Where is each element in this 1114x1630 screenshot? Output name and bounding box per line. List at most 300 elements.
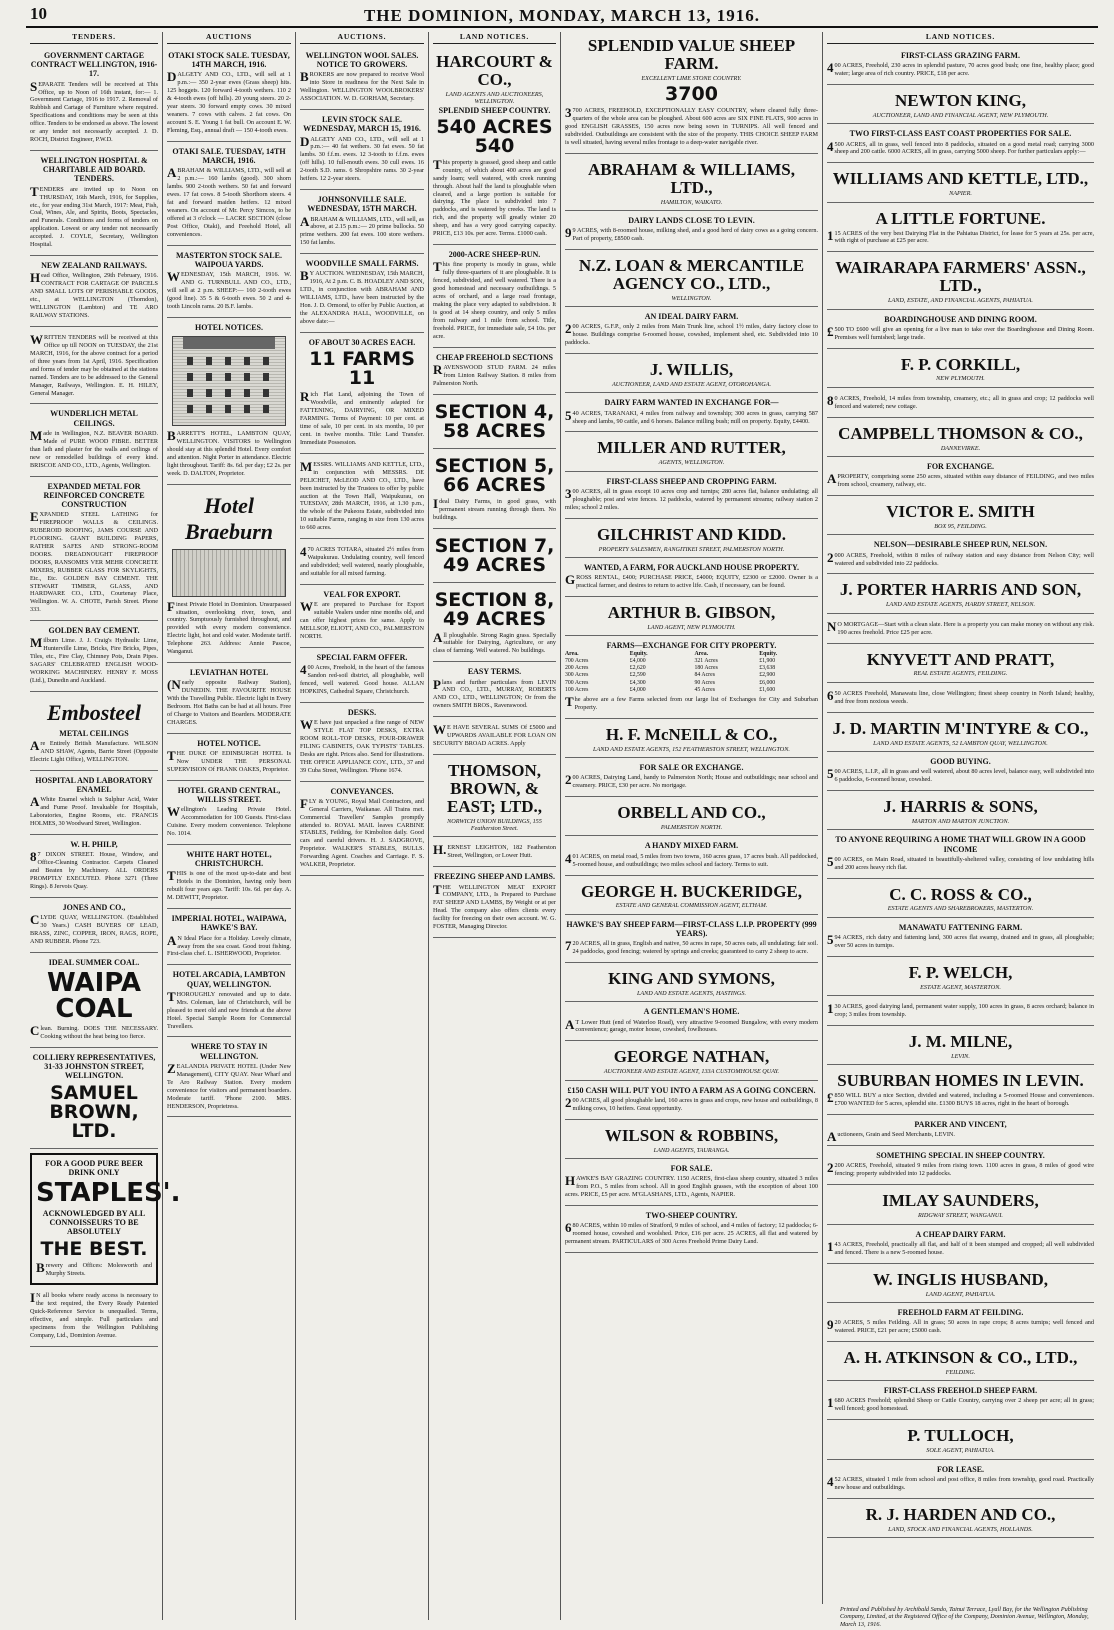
ad-firm-address: LAND AND ESTATE AGENTS, 152 FEATHERSTON STREET, WELLINGTON.	[593, 745, 790, 753]
advertisement	[30, 900, 158, 953]
advertisement	[30, 837, 158, 898]
ad-firm-address: PROPERTY SALESMEN, RANGITIKEI STREET, PALMERSTON NORTH.	[598, 545, 785, 553]
ad-heading: DAIRY FARM WANTED IN EXCHANGE FOR—	[604, 398, 779, 408]
ad-firm-name: WILSON & ROBBINS,	[604, 1125, 779, 1145]
ad-body-text: 500 ACRES, on Main Road, situated in beautifully-sheltered valley, consisting of low undulating hills and 200 acres heavy rich flat.	[827, 853, 1094, 871]
ad-display-text-2: SECTION 7, 49 ACRES	[434, 534, 555, 576]
ad-heading: FREEHOLD FARM AT FEILDING.	[897, 1307, 1024, 1317]
table-header: Equity.	[759, 650, 778, 657]
ad-body-text: 99 ACRES, with 8-roomed house, milking shed, and a good herd of dairy cows as a going concern. Part of property, £8500 cash.	[565, 225, 818, 243]
advertisement	[827, 1227, 1094, 1264]
table-cell: £3,638	[759, 665, 776, 672]
advertisement	[827, 793, 1094, 830]
advertisement	[827, 1422, 1094, 1459]
ad-body-text: 650 ACRES Freehold, Manawatu line, close Wellington; finest sheep country in North Island; healthy, and free from noxious weeds.	[827, 687, 1094, 705]
ad-heading: SPLENDID SHEEP COUNTRY.	[438, 105, 551, 115]
ad-body-text: DALGETY AND CO., LTD., will sell at 1 p.m.:— 350 2-year ewes (Grass sheep) hits. 125 hoggets. 120 forward 4-tooth wethers. 110 2 & 4-tooth ewes (off hills). 20 young steers. 20 2-year steers. 30 forward empty cows. 30 mixed weaners. 7 cows with calves. 2 fat cows. On account S. E. Young 1 fat bull. On account E. W. Fleming, Esq., annual draft — 150 4-tooth ewes.	[167, 69, 291, 134]
ad-body-text: 594 ACRES, rich dairy and fattening land, 300 acres flat swamp, drained and in grass, all ploughable; over 50 acres in turnips.	[827, 932, 1094, 950]
advertisement	[300, 335, 424, 454]
column-heading: LAND NOTICES.	[433, 32, 556, 44]
ad-heading: LEVIATHAN HOTEL	[189, 668, 269, 678]
advertisement	[827, 1117, 1094, 1146]
ad-firm-name: MILLER AND RUTTER,	[597, 438, 786, 458]
ad-body-text: WRITTEN TENDERS will be received at this Office up till NOON on TUESDAY, the 21st MARCH, 1916, for the above contract for a period of three years from 1st April, 1916. Specification and forms of tender may be obtained at the stations named. Tenders are to be addressed to the General Manager, Railways, Wellington. E. H. HILEY, General Manager.	[30, 331, 158, 397]
ad-firm-address: LAND AGENTS, TAURANGA.	[653, 1146, 730, 1154]
ad-body-text: Clean. Burning. DOES THE NECESSARY. Cooking without the heat being too fierce.	[30, 1023, 158, 1041]
advertisement	[827, 537, 1094, 574]
advertisement	[827, 498, 1094, 535]
ad-heading: IDEAL SUMMER COAL.	[48, 958, 140, 967]
ad-heading: WELLINGTON HOSPITAL & CHARITABLE AID BOARD. TENDERS.	[40, 156, 148, 184]
ad-firm-address: NAPIER.	[949, 190, 972, 198]
ad-body-text: WE HAVE SEVERAL SUMS Of £5000 and UPWARDS AVAILABLE FOR LOAN ON SECURITY BROAD ACRES. Apply	[433, 722, 556, 748]
ad-heading: WOODVILLE SMALL FARMS.	[305, 259, 419, 269]
advertisement	[300, 256, 424, 333]
ad-firm-name: GEORGE H. BUCKERIDGE,	[580, 881, 803, 901]
advertisement	[300, 784, 424, 877]
ad-firm-address: LAND AND ESTATE AGENTS, HASTINGS.	[636, 989, 747, 997]
advertisement	[565, 878, 818, 915]
ad-body-text: ABRAHAM & WILLIAMS, LTD., will sell at 2 p.m.:— 160 lambs (good). 300 shorn lambs. 900 2-tooth wethers. 50 fat and forward ewes. 17 fat cows. 8 5-tooth Shorthorn steers. 4 fat and forward maiden heifers. 12 mixed weaners. On account of Mr. Percy Simcox, to be offered at 3 o'clock — LACRE SECTION (close Post Office, Otaki), and Freehold Hotel, all conveniences.	[167, 165, 291, 238]
advertisement	[167, 967, 291, 1037]
ad-heading: OF ABOUT 30 ACRES EACH.	[308, 338, 416, 347]
ad-firm-address: HAMILTON, WAIKATO.	[660, 198, 723, 206]
ad-heading: FIRST-CLASS GRAZING FARM.	[901, 51, 1020, 60]
ad-heading: METAL CEILINGS	[59, 729, 129, 739]
table-cell: £1,900	[759, 657, 776, 664]
ad-heading: £150 CASH WILL PUT YOU INTO A FARM AS A GOING CONCERN.	[567, 1085, 816, 1095]
ad-heading: AN IDEAL DAIRY FARM.	[644, 312, 739, 322]
table-cell: £4,300	[629, 679, 646, 686]
ad-firm-name: SUBURBAN HOMES IN LEVIN.	[837, 1071, 1084, 1091]
ad-heading: HOTEL NOTICE.	[197, 738, 261, 748]
advertisement	[565, 599, 818, 636]
advertisement	[827, 312, 1094, 349]
ad-body-text: Made in Wellington, N.Z. BEAVER BOARD. Made of PURE WOOD FIBRE. BETTER than lath and plaster for the walls and ceilings of new or remodelled buildings of every kind. BRISCOE AND CO., LTD., Agents, Wellington.	[30, 427, 158, 469]
advertisement	[827, 390, 1094, 418]
ad-firm-name: ORBELL AND CO.,	[617, 803, 766, 823]
advertisement	[30, 955, 158, 1048]
advertisement	[565, 1122, 818, 1159]
advertisement	[565, 395, 818, 432]
ad-body-text: All ploughable. Strong Ragin grass. Specially suitable for Dairying, Agriculture, or any class of farming. Well watered. No buildings.	[433, 629, 556, 655]
exchange-table	[565, 651, 818, 694]
ad-heading: A GENTLEMAN'S HOME.	[643, 1007, 740, 1017]
advertisement	[827, 754, 1094, 791]
advertisement	[827, 1305, 1094, 1342]
advertisement	[30, 1287, 158, 1347]
table-cell: 84 Acres	[694, 672, 715, 679]
advertisement	[565, 917, 818, 963]
ad-body-text: RAVENSWOOD STUD FARM. 24 miles from Linton Railway Station. 8 miles from Palmerston North.	[433, 361, 556, 387]
ad-body-text: AWhite Enamel which is Sulphur Acid, Water and Fume Proof. Invaluable for Hospitals, Laboratories, Engine Rooms, etc. FRANCIS HOLMES, 30 Woodward Street, Wellington.	[30, 794, 158, 828]
advertisement	[827, 1383, 1094, 1420]
ad-display-text-2: SECTION 8, 49 ACRES	[434, 588, 555, 630]
ad-body-text: MESSRS. WILLIAMS AND KETTLE, LTD., in conjunction with MESSRS. DE PELICHET, McLEOD AND CO., LTD., have been instructed by the Trustees to offer by public auction at the Town Hall, Waipukurau, on TUESDAY, 28th MARCH, 1916, at 1.30 p.m., the whole of the Pukeora Estate, subdivided into 10 suitable Farms, ranging in size from 130 acres to 660 acres.	[300, 458, 424, 532]
ad-firm-name: R. J. HARDEN AND CO.,	[865, 1504, 1056, 1524]
advertisement	[30, 694, 158, 771]
ad-heading: FOR A GOOD PURE BEER DRINK ONLY	[45, 1158, 143, 1177]
ad-body-text: HAWKE'S BAY GRAZING COUNTRY. 1150 ACRES, first-class sheep country, situated 3 miles from P.O., 5 miles from school. All in good English grasses, with the exception of about 100 acres. PRICE, £5 per acre. M'GLASHANS, LTD., Agents, NAPIER.	[565, 1173, 818, 1199]
advertisement	[433, 247, 556, 348]
advertisement	[565, 213, 818, 250]
ad-body-text: NO MORTGAGE—Start with a clean slate. Here is a property you can make money on without any risk. 190 acres freehold. Price £25 per acre.	[827, 618, 1094, 636]
ad-body-text: Plans and further particulars from LEVIN AND CO., LTD., MURRAY, ROBERTS AND CO., LTD., WELLINGTON; Or from the owners SMITH BROS., Ravenswood.	[433, 676, 556, 710]
advertisement	[30, 1153, 181, 1286]
ad-firm-address: LEVIN.	[951, 1052, 970, 1060]
advertisement	[433, 585, 556, 663]
advertisement	[565, 1208, 818, 1253]
ad-heading: GOLDEN BAY CEMENT.	[48, 626, 140, 636]
advertisement	[827, 459, 1094, 496]
ad-firm-name: KING AND SYMONS,	[608, 969, 775, 989]
advertisement	[30, 153, 158, 256]
advertisement	[827, 126, 1094, 163]
ad-firm-address: PALMERSTON NORTH.	[660, 824, 723, 832]
masthead	[26, 6, 1098, 28]
advertisement	[565, 252, 818, 307]
ad-heading: OTAKI SALE. TUESDAY, 14TH MARCH, 1916.	[172, 146, 286, 166]
ad-firm-name: WILLIAMS AND KETTLE, LTD.,	[832, 169, 1089, 189]
ad-firm-address: BOX 95, FEILDING.	[934, 522, 987, 530]
ad-firm-address: AGENTS, WELLINGTON.	[658, 459, 725, 467]
ad-heading: EXPANDED METAL FOR REINFORCED CONCRETE CONSTRUCTION	[43, 481, 145, 509]
ad-logo-script: Hotel Braeburn	[184, 492, 274, 544]
advertisement	[827, 576, 1094, 613]
ad-heading: DESKS.	[347, 707, 377, 717]
advertisement	[565, 838, 818, 875]
ad-body-text: ABRAHAM & WILLIAMS, LTD., will sell, as above, at 2.15 p.m.:— 20 prime bullocks. 50 prime wethers. 200 fat ewes. 100 store wethers. 150 fat lambs.	[300, 213, 424, 247]
ad-body-text: 200 ACRES, all good ploughable land, 160 acres in grass and crops, new house and outbuildings, 8 milking cows, 10 heifers. Great opportunity.	[565, 1094, 818, 1112]
advertisement	[827, 254, 1094, 309]
ad-body-text: Rich Flat Land, adjoining the Town of Woodville, and eminently adapted for FATTENING, DAIRYING, OR MIXED FARMING. Terms of Payment: 10 per cent. at time of sale, 10 per cent. in six months, 10 per cent. in twelve months. Title: Land Transfer. Immediate Possession.	[300, 389, 424, 446]
ad-body-text: THIS is one of the most up-to-date and best Hotels in the Dominion, having only been rebuilt four years ago. Tariff: 10s. 6d. per day. A. M. DEWITT, Proprietor.	[167, 868, 291, 902]
advertisement	[827, 1462, 1094, 1499]
ad-firm-address: AUCTIONEER, LAND AND ESTATE AGENT, OTOROHANGA.	[611, 380, 772, 388]
ad-heading: LEVIN STOCK SALE. WEDNESDAY, MARCH 15, 1916.	[303, 115, 421, 134]
ad-firm-name: J. M. MILNE,	[908, 1032, 1013, 1052]
ad-body-text: TENDERS are invited up to Noon on THURSDAY, 16th March, 1916, for Supplies, etc., for year ending 31st March, 1917: Meat, Fish, Coal, Wines, Ale, and Spirits, Boots, Spectacles, and Funerals. Conditions and forms of tenders on application. Lowest or any tender not necessarily accepted. J. COYLE, Secretary, Wellington Hospital.	[30, 183, 158, 249]
table-cell: £2,900	[759, 672, 776, 679]
ad-firm-address: WELLINGTON.	[671, 294, 712, 302]
ad-body-text: The above are a few Farms selected from our large list of Exchanges for City and Suburban Property.	[565, 693, 818, 711]
ad-firm-address: FEILDING.	[945, 1368, 976, 1376]
advertisement	[565, 1043, 818, 1080]
table-cell: £4,000	[629, 657, 646, 664]
ad-body-text: H.ERNEST LEIGHTON, 182 Featherston Street, Wellington, or Lower Hutt.	[433, 842, 556, 860]
advertisement	[167, 320, 291, 485]
advertisement	[300, 650, 424, 703]
ad-body-text: 452 ACRES, situated 1 mile from school and post office, 8 miles from township, good road. Practically new house and outbuildings.	[827, 1473, 1094, 1491]
advertisement	[167, 736, 291, 781]
ad-firm-name: IMLAY SAUNDERS,	[882, 1191, 1039, 1211]
ad-body-text: Finest Private Hotel in Dominion. Unsurpassed situation, overlooking river, town, and country. Sumptuously furnished throughout, and provided with every modern convenience. Electric light, hot and cold water. Moderate tariff. Telephone 263. Address: Annie Pascoe, Wanganui.	[167, 598, 291, 656]
advertisement	[30, 479, 158, 622]
ad-body-text: Wellington's Leading Private Hotel. Accommodation for 100 Guests. First-class Cuisine. Every modern convenience. Telephone No. 1014.	[167, 804, 291, 838]
table-cell: 100 Acres	[565, 686, 589, 693]
advertisement	[300, 587, 424, 648]
ad-heading: FOR SALE.	[670, 1164, 713, 1174]
ad-firm-address: AUCTIONEER, LAND AND FINANCIAL AGENT, NEW PLYMOUTH.	[872, 111, 1049, 119]
ad-heading: HOSPITAL AND LABORATORY ENAMEL	[35, 776, 153, 795]
column-heading: TENDERS.	[30, 32, 158, 44]
ad-display-text-2: 3700	[665, 83, 718, 106]
ad-body-text: 4500 ACRES, all in grass, well fenced into 8 paddocks, situated on a good metal road; carrying 3000 sheep and 200 cattle. 6000 ACRES, all in grass, carrying 5000 sheep. For further particulars apply:—	[827, 138, 1094, 156]
advertisement	[300, 705, 424, 782]
advertisement	[167, 1039, 291, 1117]
ad-firm-address: MARTON AND MARTON JUNCTION.	[911, 817, 1010, 825]
ad-body-text: 1680 ACRES Freehold; splendid Sheep or Cattle Country, carrying over 2 sheep per acre; all in grass; well fenced; good homestead.	[827, 1395, 1094, 1413]
advertisement	[827, 1344, 1094, 1381]
table-cell: £2,620	[629, 665, 646, 672]
ad-heading: WANTED, A FARM, FOR AUCKLAND HOUSE PROPERTY.	[583, 563, 800, 573]
ad-firm-address: ESTATE AGENT, MASTERTON.	[920, 983, 1001, 991]
advertisement	[827, 1028, 1094, 1065]
ad-body-text: Are Entirely British Manufacture. WILSON AND SHAW, Agents, Barrie Street (Opposite Electric Light Office), WELLINGTON.	[30, 738, 158, 764]
ad-body-text: DALGETY AND CO., LTD., will sell at 1 p.m.:— 40 fat wethers. 30 fat ewes. 50 fat lambs. 30 f.f.m. ewes. 12 3-tooth to f.f.m. ewes (off hills). 10 full-mouth ewes. 30 cull ewes. 16 2-tooth S.D. rams. 6 Shropshire rams. 30 2-year heifers. 12 2-year steers.	[300, 133, 424, 183]
advertisement	[433, 451, 556, 529]
advertisement	[167, 847, 291, 909]
ad-firm-name: VICTOR E. SMITH	[886, 502, 1035, 522]
ad-firm-address: EXCELLENT LIME STONE COUNTRY.	[641, 74, 742, 82]
advertisement	[565, 434, 818, 471]
table-cell: 321 Acres	[694, 657, 718, 664]
advertisement	[827, 87, 1094, 124]
table-cell: 300 Acres	[565, 672, 589, 679]
column-tenders	[26, 32, 181, 1620]
ad-body-text: BY AUCTION. WEDNESDAY, 15th MARCH, 1916, At 2 p.m. C. B. HOADLEY AND SON, LTD., in conjunction with ABRAHAM AND WILLIAMS, LTD., have been instructed by the Hon. J. D. Ormond, to offer by Public Auction, at the ALEXANDRA HALL, WOODVILLE, on above date:—	[300, 268, 424, 326]
ad-body-text: Brewery and Offices: Molesworth and Murphy Streets.	[36, 1259, 152, 1277]
advertisement	[827, 420, 1094, 457]
column-auctions-2	[295, 32, 428, 1620]
column-heading: AUCTIONS	[167, 32, 291, 44]
ad-heading: OTAKI STOCK SALE. TUESDAY, 14TH MARCH, 1916.	[168, 51, 290, 70]
ad-heading: CHEAP FREEHOLD SECTIONS	[436, 352, 553, 362]
ad-firm-address: LAND, ESTATE, AND FINANCIAL AGENTS, PAHIATUA.	[888, 297, 1033, 305]
ad-heading: FREEZING SHEEP AND LAMBS.	[434, 872, 555, 882]
imprint: Printed and Published by Archibald Sando, Tainui Terrace, Lyall Bay, for the Wellington Publishing Company, Limited, at the Registered Office of the Company, Dominion Avenue, Wellington, Monday, March 13, 1916.	[840, 1606, 1089, 1628]
ad-heading: HOTEL ARCADIA, LAMBTON QUAY, WELLINGTON.	[172, 970, 286, 989]
ad-body-text: 680 ACRES, within 10 miles of Stratford, 9 miles of school, and 4 miles of factory; 12 paddocks; 6-roomed house, cowshed and woolshed. Price, £16 per acre. 25 ACRES, all flat and watered by permanent stream. PARTICULARS of 300 Acres Freehold Prime Dairy Land.	[565, 1220, 818, 1246]
ad-heading: FIRST-CLASS SHEEP AND CROPPING FARM.	[606, 476, 777, 486]
ad-heading: COLLIERY REPRESENTATIVES, 31-33 JOHNSTON STREET, WELLINGTON.	[32, 1053, 156, 1081]
ad-body-text: SEPARATE Tenders will be received at This Office, up to Noon of 16th instant, for:— 1. Government Cartage, 1916 to 1917. 2. Removal of Rubbish and Cartage of Furniture where required. Specifications and conditions may be seen at this office. Tenders to be endorsed as above. The lowest or any tender not necessarily accepted. J. D. ROCH, District Engineer, P.W.D.	[30, 78, 158, 144]
advertisement	[565, 560, 818, 597]
advertisement	[433, 664, 556, 717]
advertisement	[167, 783, 291, 845]
column-land-notices-right	[822, 32, 1098, 1604]
advertisement	[565, 474, 818, 519]
page-number: 10	[30, 4, 47, 23]
advertisement	[827, 998, 1094, 1026]
ad-body-text: £850 WILL BUY a nice Section, divided and watered, including a 5-roomed House and conveniences. £700 WANTED for 5 acres, splendid site. £1300 BUYS 18 acres, right in the heart of borough.	[827, 1090, 1094, 1108]
ad-firm-name: N.Z. LOAN & MERCANTILE AGENCY CO., LTD.,	[578, 256, 805, 293]
advertisement	[565, 1004, 818, 1041]
ad-firm-address: NEW PLYMOUTH.	[936, 375, 985, 383]
ad-firm-name: F. P. WELCH,	[908, 962, 1013, 982]
ad-firm-name: F. P. CORKILL,	[900, 354, 1021, 374]
ad-firm-address: REAL ESTATE AGENTS, FEILDING.	[913, 670, 1008, 678]
ad-body-text: Milburn Lime. J. J. Craig's Hydraulic Lime, Hunterville Lime, Bricks, Fire Bricks, Pipes, Tiles, etc., Fire Clay, Chimney Pots, Drain Pipes. SAGARS' CELEBRATED ENGLISH WOOD-WORKING MACHINERY. HENRY F. MOSS (Ltd.), Dunedin and Auckland.	[30, 635, 158, 685]
advertisement	[565, 760, 818, 797]
ad-firm-name: P. TULLOCH,	[907, 1426, 1014, 1446]
ad-firm-name: J. D. MARTIN M'INTYRE & CO.,	[832, 718, 1089, 738]
ad-body-text: THE DUKE OF EDINBURGH HOTEL Is Now UNDER THE PERSONAL SUPERVISION Of FRANK OAKES, Proprietor.	[167, 748, 291, 773]
advertisement	[300, 541, 424, 585]
advertisement	[30, 48, 158, 151]
column-heading: AUCTIONS.	[300, 32, 424, 44]
advertisement	[433, 869, 556, 938]
ad-firm-address: LAND AGENT, NEW PLYMOUTH.	[647, 623, 736, 631]
ad-heading: GOVERNMENT CARTAGE CONTRACT WELLINGTON, 1916-17.	[30, 51, 158, 79]
ad-heading: FOR LEASE.	[936, 1464, 985, 1474]
ad-heading: WELLINGTON WOOL SALES. NOTICE TO GROWERS.	[305, 51, 419, 70]
ad-firm-name: A LITTLE FORTUNE.	[875, 208, 1046, 228]
advertisement	[827, 646, 1094, 683]
ad-body-text: THE WELLINGTON MEAT EXPORT COMPANY, LTD., Is Prepared to Purchase FAT SHEEP AND LAMBS, By Weight or at per Head. The company also offers clients every facility for freezing on their own account. W. G. FOSTER, Managing Director.	[433, 881, 556, 931]
advertisement	[433, 48, 556, 245]
ad-firm-name: W. INGLIS HUSBAND,	[872, 1269, 1049, 1289]
advertisement	[565, 638, 818, 718]
ad-firm-address: LAND AGENTS AND AUCTIONEERS, WELLINGTON.	[445, 90, 544, 106]
table-cell: 180 Acres	[694, 665, 718, 672]
ad-body-text: WEDNESDAY, 15th MARCH, 1916. W. AND G. TURNBULL AND CO., LTD., will sell at 2 p.m. SHEEP:— 160 2-tooth ewes (good line). 35 5 & 6-tooth ewes. 50 2 and 4-tooth Lincoln rams. 20 B.F. lambs.	[167, 269, 291, 310]
advertisement	[827, 165, 1094, 202]
ad-firm-name: HARCOURT & CO.,	[436, 52, 553, 89]
column-land-notices	[428, 32, 560, 1620]
advertisement	[827, 881, 1094, 918]
advertisement	[565, 309, 818, 354]
table-header: Area.	[565, 650, 579, 657]
ad-body-text: Auctioneers, Grain and Seed Merchants, LEVIN.	[827, 1129, 955, 1145]
ad-body-text: 200 ACRES, G.F.P., only 2 miles from Main Trunk line, school 1½ miles, dairy factory close to house. Buildings comprise 6-roomed house, cowshed, implement shed, etc. Subdivided into 10 paddocks.	[565, 321, 818, 347]
ad-body-text: 400 ACRES, Freehold, 230 acres in splendid pasture, 70 acres good bush; one fine, healthy place; good water; large area of rich country. PRICE, £18 per acre.	[827, 60, 1094, 78]
advertisement	[827, 1187, 1094, 1224]
ad-body-text: 720 ACRES, all in grass, English and native, 50 acres in rape, 50 acres oats, all undulating; fair soil. 24 paddocks, good fencing; watered by springs and creeks; guaranteed to carry 2 sheep to acre.	[565, 938, 818, 956]
advertisement	[30, 406, 158, 476]
ad-heading: TWO FIRST-CLASS EAST COAST PROPERTIES FOR SALE.	[849, 129, 1072, 139]
advertisement	[827, 1148, 1094, 1185]
ad-firm-name: J. PORTER HARRIS AND SON,	[839, 580, 1082, 600]
ad-heading: HAWKE'S BAY SHEEP FARM—FIRST-CLASS L.I.P. PROPERTY (999 YEARS).	[566, 919, 817, 938]
ad-heading: HOTEL NOTICES.	[194, 322, 264, 332]
column-auctions	[162, 32, 295, 1620]
advertisement	[565, 1083, 818, 1120]
ad-firm-name: WAIRARAPA FARMERS' ASSN., LTD.,	[835, 258, 1086, 296]
ad-firm-address: SOLE AGENT, PAHIATUA.	[926, 1447, 995, 1455]
advertisement	[167, 911, 291, 965]
ad-body-text: BROKERS are now prepared to receive Wool into Store in readiness for the Next Sale in Wellington. WELLINGTON WOOLBROKERS' ASSOCIATION. W. D. GORHAM, Secretary.	[300, 69, 424, 103]
ad-heading: A CHEAP DAIRY FARM.	[915, 1229, 1006, 1239]
ad-body-text: 500 ACRES, L.I.P., all in grass and well watered, about 80 acres level, balance easy, well subdivided into 6 paddocks, 6-roomed house, cowshed.	[827, 766, 1094, 784]
ad-body-text: AT Lower Hutt (end of Waterloo Road), very attractive 9-roomed Bungalow, with every modern convenience; garage, motor house, cowshed, fowlhouses.	[565, 1016, 818, 1034]
ad-body-text: 2200 ACRES, Freehold, situated 9 miles from rising town. 1100 acres in grass, 8 miles of good wire fencing; property subdivided into 12 paddocks.	[827, 1160, 1094, 1178]
table-header: Area.	[694, 650, 709, 657]
advertisement	[565, 521, 818, 558]
ad-heading: PARKER AND VINCENT,	[914, 1120, 1007, 1130]
ad-firm-name: NEWTON KING,	[895, 91, 1026, 111]
advertisement	[167, 248, 291, 318]
ad-body-text: 300 ACRES, all in grass except 10 acres crop and turnips; 280 acres flat, balance undulating; all ploughable; post and wire fences. 12 paddocks, watered by permanent streams; railway station 2 miles; school 2 miles.	[565, 485, 818, 511]
ad-firm-address: ESTATE AND GENERAL COMMISSION AGENT, ELTHAM.	[615, 902, 768, 910]
ad-display-text-2: SECTION 5, 66 ACRES	[434, 454, 555, 496]
ad-heading: CONVEYANCES.	[330, 786, 394, 796]
ad-body-text: 2000 ACRES, Freehold, within 8 miles of railway station and easy distance from Nelson City; well watered and subdivided into 22 paddocks.	[827, 549, 1094, 567]
ad-firm-name: GEORGE NATHAN,	[613, 1047, 770, 1067]
advertisement	[300, 456, 424, 539]
ad-body-text: ZEALANDIA PRIVATE HOTEL (Under New Management), CITY QUAY. Near Wharf and Te Aro Railway Station. Every modern convenience for visitors and permanent boarders. Moderate tariff. 'Phone 2100. MRS. HENDERSON, Proprietress.	[167, 1060, 291, 1110]
ad-body-text: IN all books where ready access is necessary to the text required, the Every Ready Patented Quick-Reference Service is unequalled. Terms, effective, and simple. Full particulars and specimens from the Wellington Publishing Company, Ltd., Dominion Avenue.	[30, 1290, 158, 1340]
ad-heading: MANAWATU FATTENING FARM.	[898, 922, 1023, 932]
advertisement	[300, 192, 424, 254]
ad-body-text: 401 ACRES, on metal road, 5 miles from two towns, 160 acres grass, 17 acres bush. All paddocked, 5-roomed house, and outbuildings; two miles school and factory. Terms to suit.	[565, 850, 818, 868]
table-cell: 45 Acres	[694, 686, 715, 693]
advertisement	[30, 623, 158, 692]
advertisement	[827, 715, 1094, 752]
ad-firm-name: C. C. ROSS & CO.,	[889, 884, 1032, 904]
table-cell: £1,600	[759, 686, 776, 693]
ad-body-text: 80 ACRES, Freehold, 14 miles from township, creamery, etc.; all in grass and crop; 12 paddocks well fenced and watered; new cottage.	[827, 392, 1094, 410]
ad-heading: IMPERIAL HOTEL, WAIPAWA, HAWKE'S BAY.	[171, 914, 287, 933]
advertisement	[30, 773, 158, 835]
ad-firm-name: H. F. McNEILL & CO.,	[605, 724, 778, 744]
ad-subheading: ACKNOWLEDGED BY ALL CONNOISSEURS TO BE ABSOLUTELY	[42, 1209, 146, 1237]
ad-body-text: FLY & YOUNG, Royal Mail Contractors, and General Carriers, Waikanae. All Trains met. Commercial Travellers' Samples promptly attended to. ROYAL MAIL leaves CARBINE STABLES, Feilding, for Kimbolton daily. Good cars and careful drivers. H. J. SADGROVE, Proprietor. WALKER'S STABLES, BULLS. Forwarding Agent. Coaches and Carriage. F. S. WALKER, Proprietor.	[300, 795, 424, 869]
table-cell: £2,590	[629, 672, 646, 679]
ad-heading: FOR EXCHANGE.	[926, 462, 995, 472]
ad-heading: FOR SALE OR EXCHANGE.	[639, 763, 744, 773]
ad-firm-name: KNYVETT AND PRATT,	[866, 649, 1055, 669]
ad-heading: WUNDERLICH METAL CEILINGS.	[50, 409, 138, 428]
ad-body-text: This property is grassed, good sheep and cattle country, of which about 400 acres are good sandy loam; well watered, with creek running through. About half the land is ploughable when cleared, and a large portion is suitable for dairying. The place is subdivided into 7 paddocks, and is watered by creeks. The land is rich, and the property will greatly winter 20 sheep, and has a very good carrying capacity. PRICE, £13 10s. per acre. Terms. £1000 cash.	[433, 156, 556, 238]
advertisement	[827, 685, 1094, 713]
ad-firm-address: LAND, STOCK AND FINANCIAL AGENTS, HOLLANDS.	[888, 1525, 1033, 1533]
ad-firm-address: NORWICH UNION BUILDINGS, 155 Featherston Street.	[447, 817, 542, 833]
advertisement	[433, 350, 556, 395]
advertisement	[167, 665, 291, 734]
ad-display-text-2: 540 ACRES 540	[436, 115, 553, 157]
table-cell: 90 Acres	[694, 679, 715, 686]
ad-firm-address: LAND AND ESTATE AGENTS, 52 LAMBTON QUAY, WELLINGTON.	[873, 739, 1048, 747]
ad-body-text: APROPERTY, comprising some 250 acres, situated within easy distance of FEILDING, and two miles from school, creamery, railway, etc.	[827, 471, 1094, 489]
ad-heading: BOARDINGHOUSE AND DINING ROOM.	[884, 314, 1037, 324]
ad-heading: NELSON—DESIRABLE SHEEP RUN, NELSON.	[873, 540, 1048, 550]
ad-body-text: BARRETT'S HOTEL, LAMBTON QUAY, WELLINGTON. VISITORS to Wellington should stay at this splendid Hotel. Every comfort and attention. Night Porter in attendance. Electric light throughout. Tariff: 8s. 6d. per day; £2 2s. per week. D. DALTON, Proprietor.	[167, 427, 291, 477]
ad-firm-address: DANNEVIRKE.	[940, 444, 981, 452]
column-heading: LAND NOTICES.	[827, 32, 1094, 44]
advertisement	[30, 258, 158, 327]
ad-heading: FIRST-CLASS FREEHOLD SHEEP FARM.	[883, 1386, 1038, 1396]
ad-body-text: 540 ACRES, TARANAKI, 4 miles from railway and township; 300 acres in grass, carrying 587 sheep and lambs, 90 cattle, and 6 horses. Balance milling bush; mill on property. Equity, £4400.	[565, 407, 818, 425]
ad-body-text: GROSS RENTAL, £400; PURCHASE PRICE, £4000; EQUITY, £2300 or £2000. Owner is a practical farmer, and desires to return to active life. Cash, if necessary, can be found.	[565, 572, 818, 590]
advertisement	[433, 839, 556, 867]
ad-body-text: 3700 ACRES, FREEHOLD, EXCEPTIONALLY EASY COUNTRY, where cleared fully three-quarters of the whole area can be ploughed. About 600 acres are SIX FINE FLATS, 900 acres in good ENGLISH GRASSES, 150 acres now being sown in TURNIPS. All well fenced and subdivided. Outbuildings are consistent with the size of the property. THIS CHOICE SHEEP FARM is well situated, having several miles frontage to a deep-water navigable river.	[565, 105, 818, 146]
advertisement	[167, 144, 291, 246]
ad-body-text: AN Ideal Place for a Holiday. Lovely climate, away from the sea coast. Good trout fishing. First-class chef. L. ISHERWOOD, Proprietor.	[167, 932, 291, 958]
ad-body-text: EXPANDED STEEL LATHING for FIREPROOF WALLS & CEILINGS. RUBEROID ROOFING, JAMS COURSE AND FLOORING. GIANT BUILDING PAPERS, RATHER SAFES AND STRONG-ROOM DOORS. DREADNOUGHT FIREPROOF DOORS, RANSOMES VER MEHR CONCRETE MIXERS, RUBBER GLASS FOR SKYLIGHTS, Etc., Etc. GOLDEN BAY CEMENT. THE STEWART TIMBER, GLASS, AND HARDWARE CO., LTD., Courtenay Place, Wellington. W. A. CHOTE, Parish Street. Phone 333.	[30, 509, 158, 614]
ad-body-text: 130 ACRES, good dairying land, permanent water supply, 100 acres in grass, 8 acres orchard; balance in crop; 3 miles from township.	[827, 1001, 1094, 1019]
advertisement	[565, 32, 818, 154]
advertisement	[827, 1067, 1094, 1115]
ad-heading: WHERE TO STAY IN WELLINGTON.	[190, 1042, 268, 1061]
ad-body-text: 87 DIXON STREET. House, Window, and Office-Cleaning Contractor. Carpets Cleaned and Beaten by Machinery. ALL ORDERS PROMPTLY EXECUTED. Phone 3271 (Three Rings). 8 Jervois Quay.	[30, 849, 158, 891]
advertisement	[30, 329, 158, 405]
ad-firm-address: AUCTIONEER AND ESTATE AGENT, 133A CUSTOMHOUSE QUAY.	[603, 1068, 780, 1076]
advertisement	[167, 487, 291, 664]
advertisement	[827, 205, 1094, 253]
advertisement	[565, 156, 818, 211]
advertisement	[433, 531, 556, 583]
